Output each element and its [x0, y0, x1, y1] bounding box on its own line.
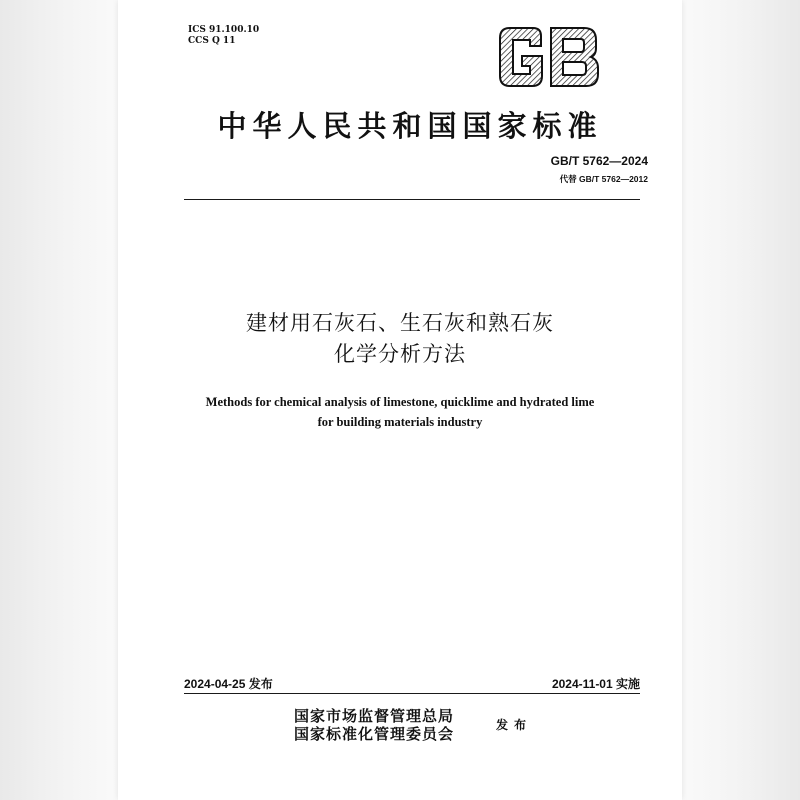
english-title-line-2: for building materials industry — [317, 415, 483, 429]
issuer-sac: 国家标准化管理委员会 — [294, 725, 455, 743]
gb-logo — [496, 26, 602, 88]
issue-date: 2024-04-25 发布 — [184, 677, 273, 691]
footer-divider — [184, 693, 640, 694]
issuer-samr: 国家市场监督管理总局 — [294, 707, 455, 725]
replaces-standard: 代替 GB/T 5762—2012 — [559, 174, 648, 184]
issue-label: 发布 — [496, 718, 533, 732]
ics-code: ICS 91.100.10 — [188, 25, 260, 35]
document-page — [118, 0, 682, 800]
english-title-line-1: Methods for chemical analysis of limestone, quicklime and hydrated lime — [205, 395, 595, 409]
implementation-date: 2024-11-01 实施 — [551, 677, 640, 691]
english-title — [158, 392, 642, 432]
header-divider — [184, 199, 640, 200]
standard-number: GB/T 5762—2024 — [550, 154, 648, 168]
issuing-authorities — [294, 707, 454, 743]
chinese-title — [158, 308, 642, 370]
ccs-code: CCS Q 11 — [188, 36, 236, 46]
chinese-title-line-2: 化学分析方法 — [334, 342, 466, 366]
standard-type-title: 中华人民共和国国家标准 — [217, 109, 603, 143]
classification-codes — [188, 25, 259, 47]
chinese-title-line-1: 建材用石灰石、生石灰和熟石灰 — [246, 311, 554, 335]
